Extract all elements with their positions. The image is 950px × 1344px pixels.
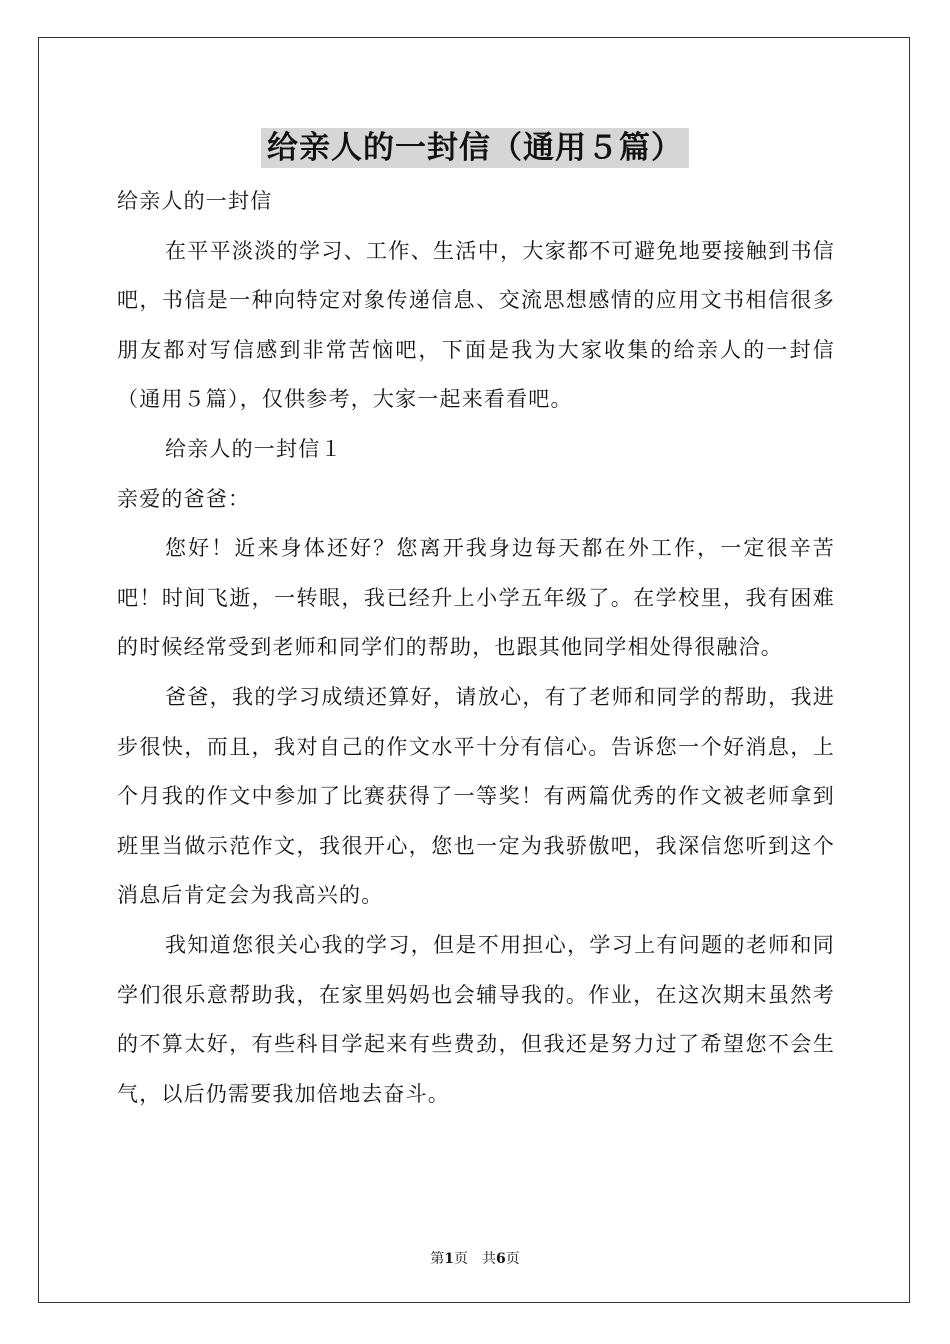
page-suffix: 页 <box>454 1251 468 1267</box>
document-body <box>117 177 835 1119</box>
page-footer <box>0 1248 950 1268</box>
letter-title: 给亲人的一封信１ <box>165 436 343 461</box>
body-paragraph: 您好！近来身体还好？您离开我身边每天都在外工作，一定很辛苦吧！时间飞逝，一转眼，我已经升上小学五年级了。在学校里，我有困难的时候经常受到老师和同学们的帮助，也跟其他同学相处得很融洽。 <box>117 536 835 660</box>
page-number: 1 <box>444 1251 454 1267</box>
salutation: 亲爱的爸爸： <box>117 486 251 511</box>
title-container <box>0 128 950 168</box>
page-total: 6 <box>496 1251 506 1267</box>
total-prefix: 共 <box>482 1251 496 1267</box>
total-suffix: 页 <box>505 1251 520 1267</box>
body-paragraph: 爸爸，我的学习成绩还算好，请放心，有了老师和同学的帮助，我进步很快，而且，我对自己的作文水平十分有信心。告诉您一个好消息，上个月我的作文中参加了比赛获得了一等奖！有两篇优秀的作文被老师拿到班里当做示范作文，我很开心，您也一定为我骄傲吧，我深信您听到这个消息后肯定会为我高兴的。 <box>117 684 835 908</box>
intro-paragraph: 在平平淡淡的学习、工作、生活中，大家都不可避免地要接触到书信吧，书信是一种向特定对象传递信息、交流思想感情的应用文书相信很多朋友都对写信感到非常苦恼吧，下面是我为大家收集的给亲人的一封信（通用５篇），仅供参考，大家一起来看看吧。 <box>117 238 835 412</box>
document-title: 给亲人的一封信（通用５篇） <box>261 128 689 168</box>
page-prefix: 第 <box>430 1251 445 1267</box>
body-paragraph: 我知道您很关心我的学习，但是不用担心，学习上有问题的老师和同学们很乐意帮助我，在家里妈妈也会辅导我的。作业，在这次期末虽然考的不算太好，有些科目学起来有些费劲，但我还是努力过了希望您不会生气，以后仍需要我加倍地去奋斗。 <box>117 932 835 1106</box>
section-heading: 给亲人的一封信 <box>117 189 273 213</box>
